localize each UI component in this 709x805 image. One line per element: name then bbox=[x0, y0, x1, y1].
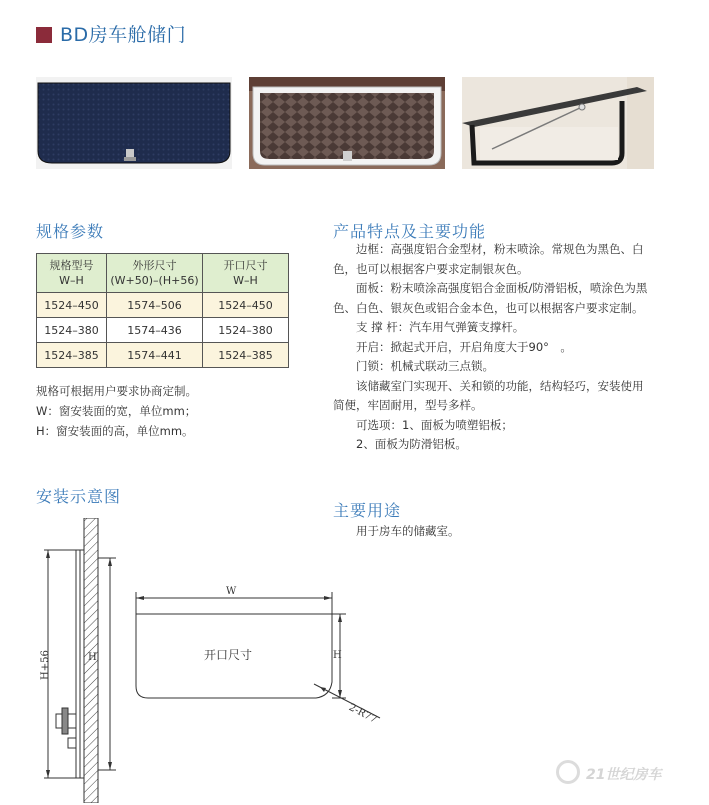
opening-height-label: H bbox=[333, 650, 342, 661]
table-cell: 1524–385 bbox=[37, 343, 107, 368]
watermark-logo-icon bbox=[556, 760, 580, 784]
radius-label: 2-R77 bbox=[346, 702, 379, 726]
product-photo-closed bbox=[36, 77, 232, 169]
spec-note: 规格可根据用户要求协商定制。 bbox=[36, 384, 197, 398]
feature-paragraph: 面板：粉末喷涂高强度铝合金面板/防滑铝板，喷涂色为黑色、白色、银灰色或铝合金本色，也可以根据客户要求定制。 bbox=[333, 281, 648, 315]
header-outer-size: 外形尺寸 (W+50)–(H+56) bbox=[107, 254, 203, 293]
table-row bbox=[37, 318, 289, 343]
table-row bbox=[37, 293, 289, 318]
feature-paragraph: 门锁：机械式联动三点锁。 bbox=[356, 359, 494, 373]
table-cell: 1574–506 bbox=[107, 293, 203, 318]
width-label: W bbox=[226, 586, 237, 597]
table-cell: 1524–380 bbox=[37, 318, 107, 343]
table-cell: 1524–385 bbox=[203, 343, 289, 368]
usage-heading: 主要用途 bbox=[333, 501, 402, 520]
install-heading: 安装示意图 bbox=[36, 487, 122, 506]
features-text bbox=[333, 240, 653, 455]
watermark-text: 21世纪房车 bbox=[586, 767, 662, 783]
table-cell: 1524–450 bbox=[203, 293, 289, 318]
usage-text: 用于房车的储藏室。 bbox=[356, 524, 460, 538]
table-cell: 1574–441 bbox=[107, 343, 203, 368]
spec-table bbox=[36, 253, 289, 368]
product-photo-white-frame bbox=[249, 77, 445, 169]
inner-height-label: H bbox=[88, 652, 97, 663]
spec-table-header bbox=[37, 254, 289, 293]
table-row bbox=[37, 343, 289, 368]
feature-paragraph: 该储藏室门实现开、关和锁的功能，结构轻巧，安装使用简便，牢固耐用，型号多样。 bbox=[333, 378, 644, 412]
header-opening-size: 开口尺寸 W–H bbox=[203, 254, 289, 293]
header-model: 规格型号 W–H bbox=[37, 254, 107, 293]
feature-paragraph: 开启：掀起式开启，开启角度大于90° 。 bbox=[356, 339, 572, 354]
table-cell: 1574–436 bbox=[107, 318, 203, 343]
product-photo-open bbox=[462, 77, 654, 169]
opening-size-label: 开口尺寸 bbox=[204, 648, 253, 662]
spec-note: W：窗安装面的宽，单位mm； bbox=[36, 404, 197, 418]
table-cell: 1524–380 bbox=[203, 318, 289, 343]
feature-paragraph: 边框：高强度铝合金型材，粉末喷涂。常规色为黑色、白色，也可以根据客户要求定制银灰色。 bbox=[333, 242, 644, 276]
spec-notes bbox=[36, 381, 197, 441]
title-marker bbox=[36, 27, 52, 43]
outer-height-label: H+56 bbox=[40, 650, 51, 680]
table-cell: 1524–450 bbox=[37, 293, 107, 318]
feature-paragraph: 可选项：1、面板为喷塑铝板； bbox=[356, 417, 513, 432]
feature-paragraph: 支 撑 杆：汽车用气弹簧支撑杆。 bbox=[356, 320, 525, 334]
spec-note: H：窗安装面的高，单位mm。 bbox=[36, 424, 194, 438]
feature-paragraph: 2、面板为防滑铝板。 bbox=[356, 437, 467, 451]
page-title: BD房车舱储门 bbox=[60, 24, 187, 46]
spec-heading: 规格参数 bbox=[36, 222, 105, 241]
features-heading: 产品特点及主要功能 bbox=[333, 222, 487, 241]
